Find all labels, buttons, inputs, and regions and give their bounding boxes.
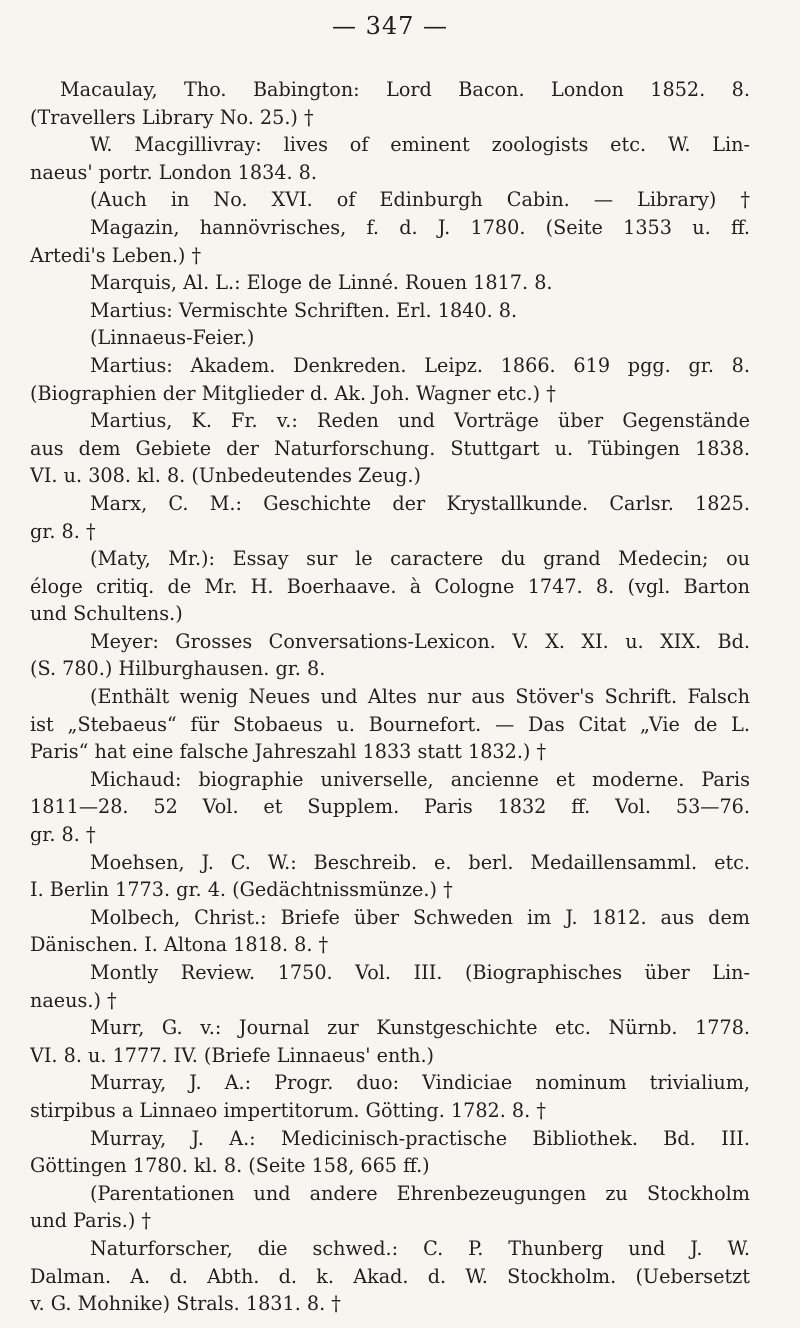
text-line: Murray, J. A.: Progr. duo: Vindiciae nominum trivialium, [90,1071,750,1095]
text-line: Meyer: Grosses Conversations-Lexicon. V. X. XI. u. XIX. Bd. [90,629,750,653]
text-line: naeus.) † [30,988,117,1012]
text-line: Paris“ hat eine falsche Jahreszahl 1833 statt 1832.) † [30,740,547,764]
text-line: aus dem Gebiete der Naturforschung. Stuttgart u. Tübingen 1838. [30,436,750,460]
text-line: Dänischen. I. Altona 1818. 8. † [30,933,329,957]
text-line: (Maty, Mr.): Essay sur le caractere du grand Medecin; ou [90,547,750,571]
text-line: (Auch in No. XVI. of Edinburgh Cabin. — Library) † [90,188,750,212]
text-line: v. G. Mohnike) Strals. 1831. 8. † [30,1292,341,1316]
text-line: Montly Review. 1750. Vol. III. (Biographisches über Lin- [90,961,750,984]
text-line: (Linnaeus-Feier.) [90,326,255,350]
text-line: Göttingen 1780. kl. 8. (Seite 158, 665 ff.) [30,1154,430,1178]
text-line: Martius: Akadem. Denkreden. Leipz. 1866. 619 pgg. gr. 8. [90,353,750,377]
text-line: Magazin, hannövrisches, f. d. J. 1780. (Seite 1353 u. ff. [90,215,750,239]
text-line: stirpibus a Linnaeo impertitorum. Götting. 1782. 8. † [30,1098,546,1122]
text-line: Martius: Vermischte Schriften. Erl. 1840. 8. [90,298,518,322]
text-line: Molbech, Christ.: Briefe über Schweden im J. 1812. aus dem [90,905,750,929]
text-line: Macaulay, Tho. Babington: Lord Bacon. London 1852. 8. [60,78,750,101]
text-line: VI. 8. u. 1777. IV. (Briefe Linnaeus' enth.) [30,1043,435,1067]
text-line: gr. 8. † [30,823,96,847]
text-line: Moehsen, J. C. W.: Beschreib. e. berl. Medaillensamml. etc. [90,850,750,874]
text-line: (S. 780.) Hilburghausen. gr. 8. [30,657,326,681]
text-line: VI. u. 308. kl. 8. (Unbedeutendes Zeug.) [30,464,421,488]
text-line: Michaud: biographie universelle, ancienne et moderne. Paris [90,767,750,791]
text-line: (Parentationen und andere Ehrenbezeugungen zu Stockholm [90,1181,750,1205]
text-line: naeus' portr. London 1834. 8. [30,160,317,184]
text-line: Dalman. A. d. Abth. d. k. Akad. d. W. Stockholm. (Uebersetzt [30,1264,750,1288]
text-line: ist „Stebaeus“ für Stobaeus u. Bournefort. — Das Citat „Vie de L. [30,712,750,736]
text-line: Marx, C. M.: Geschichte der Krystallkunde. Carlsr. 1825. [90,491,750,515]
page-number: — 347 — [331,12,449,40]
text-line: Artedi's Leben.) † [30,243,202,267]
text-line: I. Berlin 1773. gr. 4. (Gedächtnissmünze.) † [30,878,453,902]
text-line: (Enthält wenig Neues und Altes nur aus Stöver's Schrift. Falsch [90,685,750,709]
text-line: Marquis, Al. L.: Eloge de Linné. Rouen 1817. 8. [90,271,553,295]
text-line: und Paris.) † [30,1209,152,1233]
text-line: Naturforscher, die schwed.: C. P. Thunberg und J. W. [90,1236,750,1260]
text-line: éloge critiq. de Mr. H. Boerhaave. à Cologne 1747. 8. (vgl. Barton [30,574,750,598]
text-line: (Travellers Library No. 25.) † [30,105,314,129]
bibliography-entries [30,76,750,1318]
text-line: Murr, G. v.: Journal zur Kunstgeschichte etc. Nürnb. 1778. [90,1016,750,1040]
text-line: 1811—28. 52 Vol. et Supplem. Paris 1832 ff. Vol. 53—76. [30,795,750,819]
text-line: Murray, J. A.: Medicinisch-practische Bibliothek. Bd. III. [90,1126,750,1150]
text-line: gr. 8. † [30,519,96,543]
text-line: W. Macgillivray: lives of eminent zoologists etc. W. Lin- [90,133,750,157]
text-line: Martius, K. Fr. v.: Reden und Vorträge über Gegenstände [90,409,750,433]
text-line: (Biographien der Mitglieder d. Ak. Joh. Wagner etc.) † [30,381,556,405]
text-line: und Schultens.) [30,602,183,626]
